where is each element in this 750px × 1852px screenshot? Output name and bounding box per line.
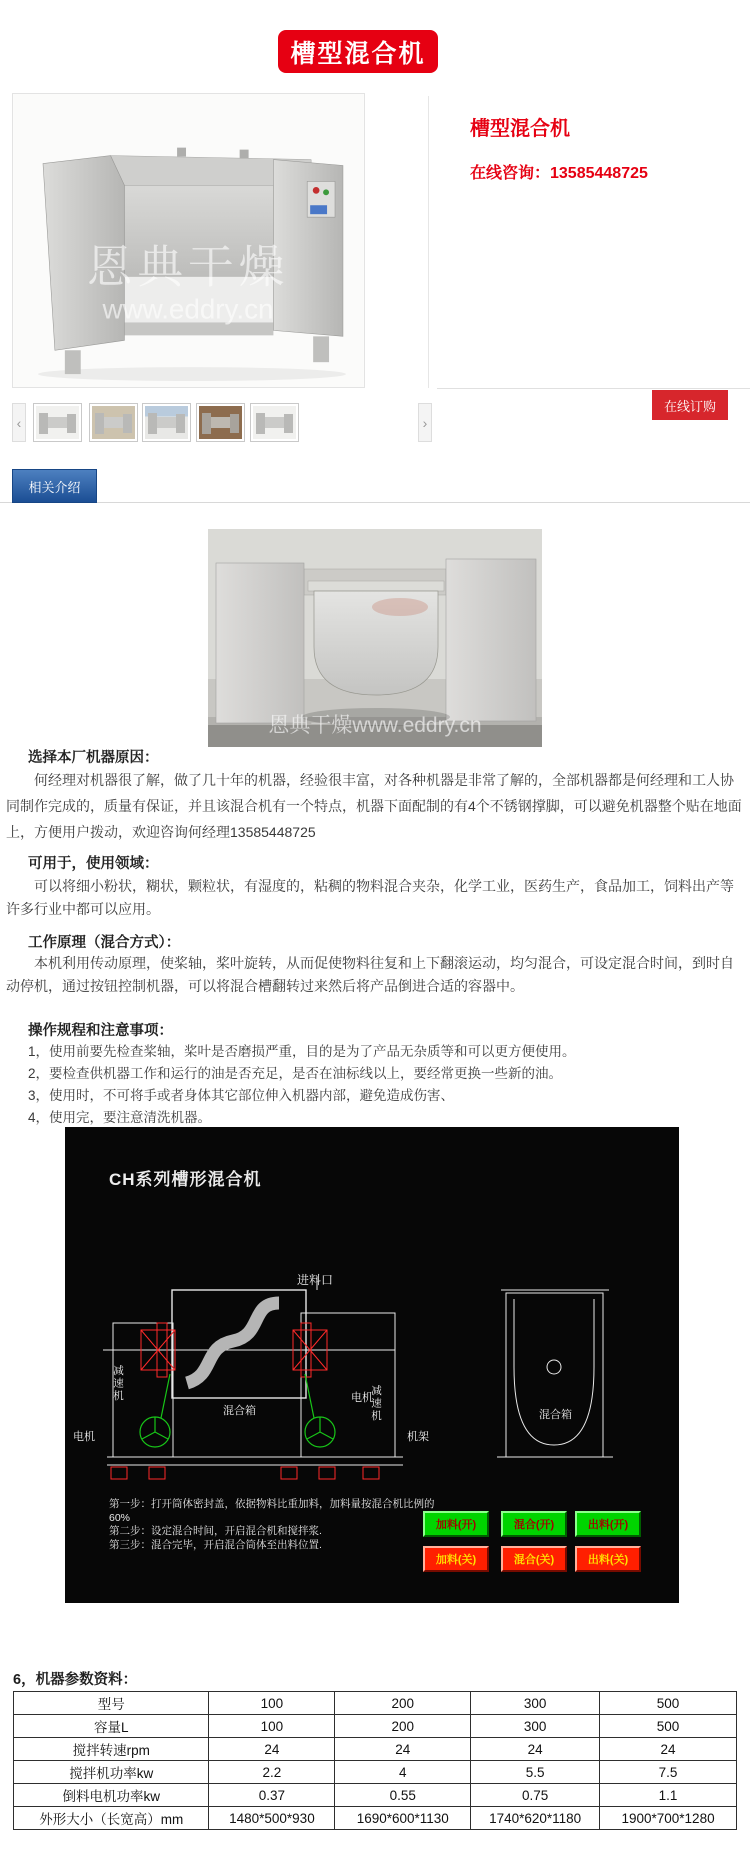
gallery-thumbnail-2[interactable] (89, 403, 138, 442)
table-row (14, 1807, 737, 1830)
thumbnail-image (145, 406, 188, 439)
article-photo (208, 529, 542, 747)
operation-note-2: 2，要检查供机器工作和运行的油是否充足，是否在油标线以上，要经常更换一些新的油。 (28, 1066, 563, 1081)
operation-notes-list (28, 1041, 744, 1129)
cell: 1.1 (600, 1784, 737, 1807)
cell: 100 (209, 1715, 335, 1738)
table-row (14, 1761, 737, 1784)
section-heading-reasons: 选择本厂机器原因： (28, 750, 159, 766)
photo-watermark-name: 恩典干燥 (86, 241, 290, 293)
cell: 1900*700*1280 (600, 1807, 737, 1830)
page-title-banner: 槽型混合机 (278, 30, 438, 73)
cell: 500 (600, 1692, 737, 1715)
section-heading-usage: 可用于，使用领域： (28, 856, 159, 872)
cad-button-feed-off: 加料(关) (423, 1546, 489, 1572)
cad-label-reducer-left: 减速机 (112, 1365, 124, 1403)
photo-watermark-site: www.eddry.cn (102, 293, 274, 325)
cell: 0.55 (335, 1784, 471, 1807)
cell: 100 (209, 1692, 335, 1715)
table-row (14, 1692, 737, 1715)
operation-note-1: 1，使用前要先检查桨轴，桨叶是否磨损严重，目的是为了产品无杂质等和可以更方便使用。 (28, 1044, 576, 1059)
cell: 200 (335, 1715, 471, 1738)
cell: 24 (471, 1738, 600, 1761)
cell: 0.37 (209, 1784, 335, 1807)
mixer-photo-illustration (13, 94, 364, 387)
cad-step-3: 第三步：混合完毕，开启混合筒体至出料位置. (109, 1538, 322, 1551)
row-label: 搅拌机功率kw (14, 1761, 209, 1784)
chevron-left-icon: ‹ (16, 414, 22, 431)
cad-label-reducer-right: 减速机 (370, 1385, 382, 1423)
cad-operation-steps (109, 1498, 439, 1552)
thumbnail-image (92, 406, 135, 439)
cell: 7.5 (600, 1761, 737, 1784)
section-body-usage: 可以将细小粉状，糊状，颗粒状，有湿度的，粘稠的物料混合夹杂，化学工业，医药生产，食品加工，饲料出产等许多行业中都可以应用。 (6, 878, 734, 917)
table-row (14, 1715, 737, 1738)
cell: 1740*620*1180 (471, 1807, 600, 1830)
product-title: 槽型混合机 (470, 118, 570, 140)
cad-diagram (65, 1127, 679, 1603)
article-photo-watermark: 恩典干燥www.eddry.cn (268, 714, 482, 737)
thumbnail-image (253, 406, 296, 439)
gallery-thumbnail-5[interactable] (250, 403, 299, 442)
row-label: 型号 (14, 1692, 209, 1715)
cad-label-frame: 机架 (407, 1431, 429, 1443)
thumbnail-image (36, 406, 79, 439)
cell: 4 (335, 1761, 471, 1784)
cad-button-mix-off: 混合(关) (501, 1546, 567, 1572)
table-row (14, 1738, 737, 1761)
row-label: 容量L (14, 1715, 209, 1738)
cad-step-1: 第一步：打开筒体密封盖，依据物料比重加料，加料量按混合机比例的60% (109, 1498, 435, 1524)
gallery-next-arrow[interactable] (418, 403, 432, 442)
cad-label-motor-right: 电机 (351, 1392, 373, 1404)
section-heading-principle: 工作原理（混合方式）： (28, 935, 181, 951)
tab-underline (0, 502, 750, 503)
gallery-thumbnail-4[interactable] (196, 403, 245, 442)
cad-step-2: 第二步：设定混合时间，开启混合机和搅拌浆. (109, 1525, 322, 1537)
gallery-prev-arrow[interactable] (12, 403, 26, 442)
panel-divider (428, 96, 429, 388)
cell: 200 (335, 1692, 471, 1715)
row-label: 搅拌转速rpm (14, 1738, 209, 1761)
table-row (14, 1784, 737, 1807)
chevron-right-icon: › (422, 414, 428, 431)
cad-button-discharge-on: 出料(开) (575, 1511, 641, 1537)
product-main-image[interactable] (12, 93, 365, 388)
cell: 300 (471, 1692, 600, 1715)
thumbnail-image (199, 406, 242, 439)
cad-button-mix-on: 混合(开) (501, 1511, 567, 1537)
section-heading-operation: 操作规程和注意事项： (28, 1023, 173, 1039)
order-online-button[interactable]: 在线订购 (652, 390, 728, 420)
cell: 2.2 (209, 1761, 335, 1784)
cad-button-feed-on: 加料(开) (423, 1511, 489, 1537)
gallery-thumbnail-1[interactable] (33, 403, 82, 442)
cell: 0.75 (471, 1784, 600, 1807)
cell: 1480*500*930 (209, 1807, 335, 1830)
specs-caption: 6，机器参数资料： (13, 1672, 138, 1688)
consult-phone: 在线咨询：13585448725 (470, 165, 648, 182)
cad-label-mixbox-end: 混合箱 (539, 1409, 572, 1421)
cad-label-motor-left: 电机 (73, 1431, 95, 1443)
cell: 300 (471, 1715, 600, 1738)
row-label: 倒料电机功率kw (14, 1784, 209, 1807)
specs-table (13, 1691, 737, 1830)
cell: 24 (600, 1738, 737, 1761)
operation-note-4: 4，使用完，要注意清洗机器。 (28, 1110, 212, 1125)
cad-button-discharge-off: 出料(关) (575, 1546, 641, 1572)
operation-note-3: 3，使用时，不可将手或者身体其它部位伸入机器内部，避免造成伤害、 (28, 1088, 455, 1103)
cell: 24 (209, 1738, 335, 1761)
cell: 1690*600*1130 (335, 1807, 471, 1830)
tab-related-intro[interactable]: 相关介绍 (12, 469, 97, 503)
row-label: 外形大小（长宽高）mm (14, 1807, 209, 1830)
section-body-principle: 本机利用传动原理，使桨轴，桨叶旋转，从而促使物料往复和上下翻滚运动，均匀混合，可设定混合时间，到时自动停机，通过按钮控制机器，可以将混合槽翻转过来然后将产品倒进合适的容器中。 (6, 955, 734, 994)
cell: 5.5 (471, 1761, 600, 1784)
cad-label-mixbox-side: 混合箱 (223, 1405, 256, 1417)
section-body-reasons: 何经理对机器很了解，做了几十年的机器，经验很丰富，对各种机器是非常了解的，全部机器都是何经理和工人协同制作完成的，质量有保证，并且该混合机有一个特点，机器下面配制的有4个不锈钢撑脚，可以避免机器整个贴在地面上，方便用户拨动，欢迎咨询何经理13585448725 (6, 772, 742, 840)
cad-title: CH系列槽形混合机 (109, 1170, 262, 1189)
panel-bottom-divider (437, 388, 750, 389)
cell: 24 (335, 1738, 471, 1761)
cell: 500 (600, 1715, 737, 1738)
cad-label-feed-port: 进料口 (297, 1273, 334, 1287)
gallery-thumbnail-3[interactable] (142, 403, 191, 442)
